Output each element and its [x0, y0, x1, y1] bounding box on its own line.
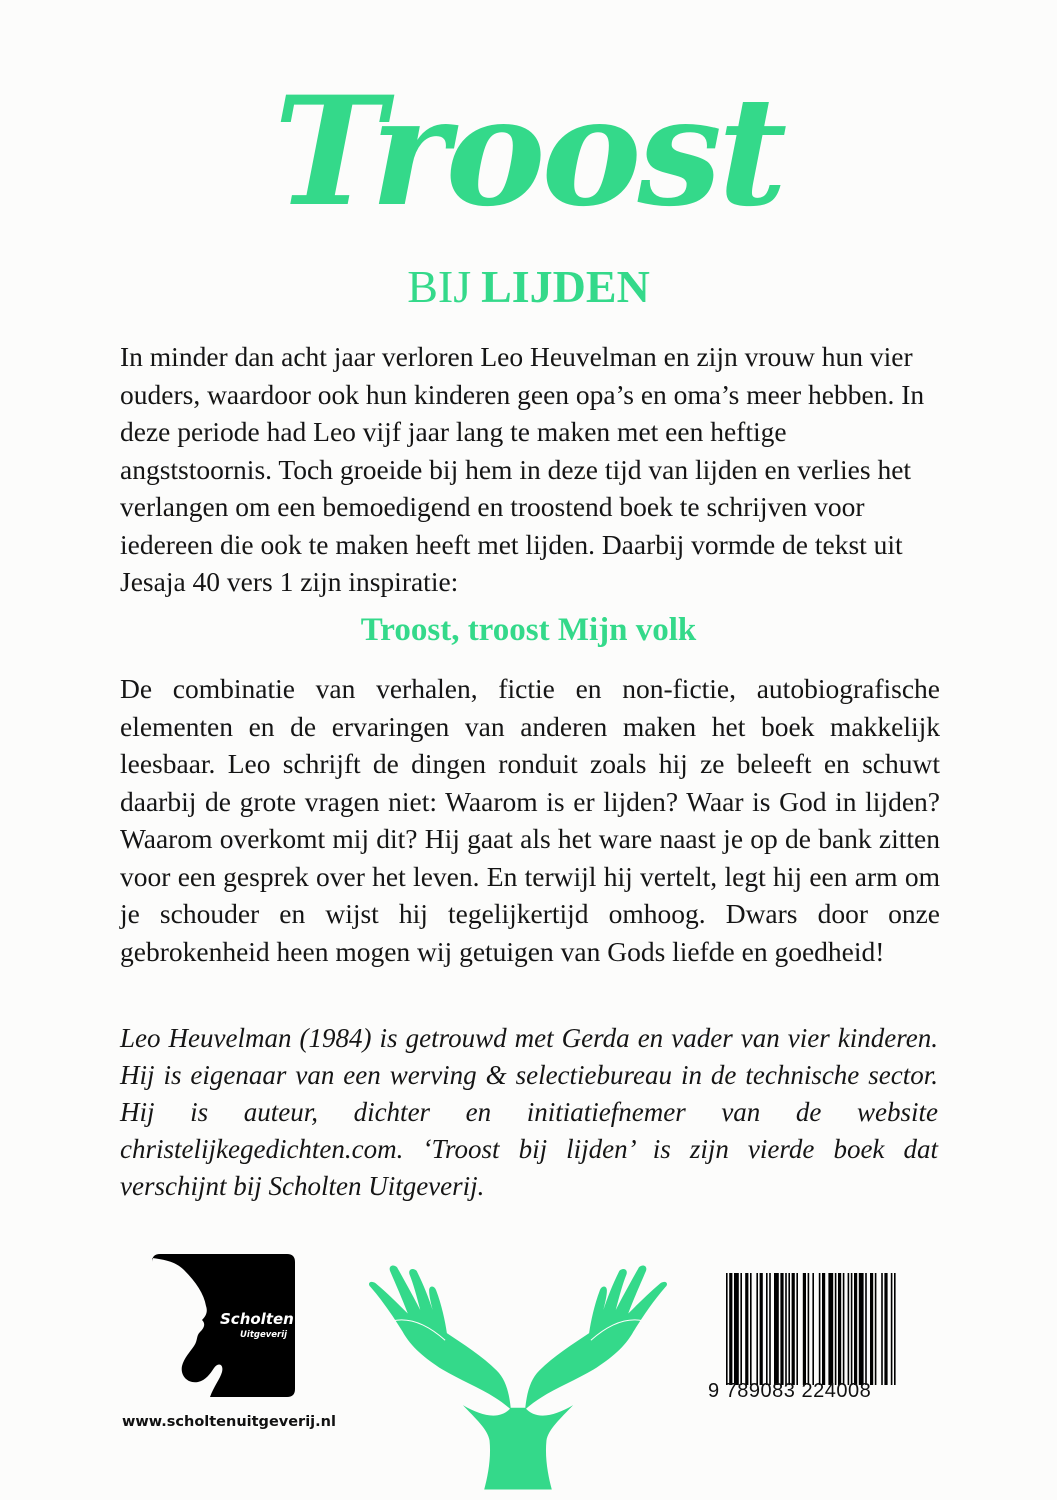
- bible-quote: Troost, troost Mijn volk: [360, 612, 697, 648]
- barcode-bar: [812, 1273, 814, 1385]
- barcode-bar: [843, 1273, 845, 1385]
- barcode-bar: [788, 1273, 790, 1385]
- description-paragraph: De combinatie van verhalen, fictie en non-fictie, autobiografische elementen en de ervaringen van anderen maken het boek makkelijk leesbaar. Leo schrijft de dingen ronduit zoals hij ze beleeft en schuwt daarbij de grote vragen niet: Waarom is er lijden? Waar is God in lijden? Waarom overkomt mij dit? Hij gaat als het ware naast je op de bank zitten voor een gesprek over het leven. En terwijl hij vertelt, legt hij een arm om je schouder en wijst hij tegelijkertijd omhoog. Dwars door onze gebrokenheid heen mogen wij getuigen van Gods liefde en goedheid!: [120, 673, 940, 967]
- barcode-bar: [726, 1273, 728, 1385]
- title-subtitle: [0, 262, 1057, 312]
- isbn-number: 9 789083 224008: [708, 1380, 872, 1402]
- barcode-bar: [835, 1273, 837, 1385]
- barcode-bar: [808, 1273, 810, 1385]
- barcode-bar: [851, 1273, 853, 1385]
- open-hands-icon: [358, 1248, 678, 1500]
- barcode-bar: [785, 1273, 787, 1385]
- barcode-bar: [769, 1273, 771, 1385]
- title-sub-light: BIJ: [407, 261, 472, 312]
- barcode-bar: [774, 1273, 779, 1385]
- barcode-bar: [796, 1273, 798, 1385]
- barcode-bar: [881, 1273, 883, 1385]
- barcode-bar: [848, 1273, 850, 1385]
- barcode-bar: [854, 1273, 857, 1385]
- barcode-bar: [756, 1273, 758, 1385]
- barcode-bar: [828, 1273, 833, 1385]
- barcode-bar: [734, 1273, 739, 1385]
- barcode-bar: [865, 1273, 867, 1385]
- barcode-bar: [792, 1273, 795, 1385]
- barcode-bar: [745, 1273, 748, 1385]
- intro-paragraph: In minder dan acht jaar verloren Leo Heuvelman en zijn vrouw hun vier ouders, waardoor ook hun kinderen geen opa’s en oma’s meer hebben. In deze periode had Leo vijf jaar lang te maken met een heftige angststoornis. Toch groeide bij hem in deze tijd van lijden en verlies het verlangen om een bemoedigend en troostend boek te schrijven voor iedereen die ook te maken heeft met lijden. Daarbij vormde de tekst uit Jesaja 40 vers 1 zijn inspiratie:: [120, 341, 925, 597]
- barcode-bar: [870, 1273, 873, 1385]
- barcode-bar: [803, 1273, 806, 1385]
- barcode-bar: [766, 1273, 768, 1385]
- barcode-bar: [819, 1273, 821, 1385]
- author-bio: Leo Heuvelman (1984) is getrouwd met Gerda en vader van vier kinderen. Hij is eigenaar van een werving & selectiebureau in de technische sector. Hij is auteur, dichter en initiatiefnemer van de website christelijkegedichten.com. ‘Troost bij lijden’ is zijn vierde boek dat verschijnt bij Scholten Uitgeverij.: [120, 1023, 938, 1201]
- publisher-logo-name: Scholten: [220, 1310, 294, 1328]
- barcode-bar: [875, 1273, 877, 1385]
- barcode-bar: [740, 1273, 742, 1385]
- publisher-website[interactable]: www.scholtenuitgeverij.nl: [122, 1414, 336, 1430]
- barcode-bar: [822, 1273, 825, 1385]
- title-sub-bold: LIJDEN: [481, 261, 650, 312]
- barcode-bar: [780, 1273, 783, 1385]
- barcode-bar: [750, 1273, 752, 1385]
- barcode-bar: [838, 1273, 841, 1385]
- barcode-bar: [760, 1273, 763, 1385]
- barcode-bar: [884, 1273, 887, 1385]
- barcode-bar: [729, 1273, 732, 1385]
- barcode-bar: [859, 1273, 864, 1385]
- publisher-logo-sub: Uitgeverij: [240, 1330, 288, 1340]
- title-script: Troost: [273, 64, 784, 240]
- barcode-bar: [894, 1273, 896, 1385]
- barcode-bar: [891, 1273, 893, 1385]
